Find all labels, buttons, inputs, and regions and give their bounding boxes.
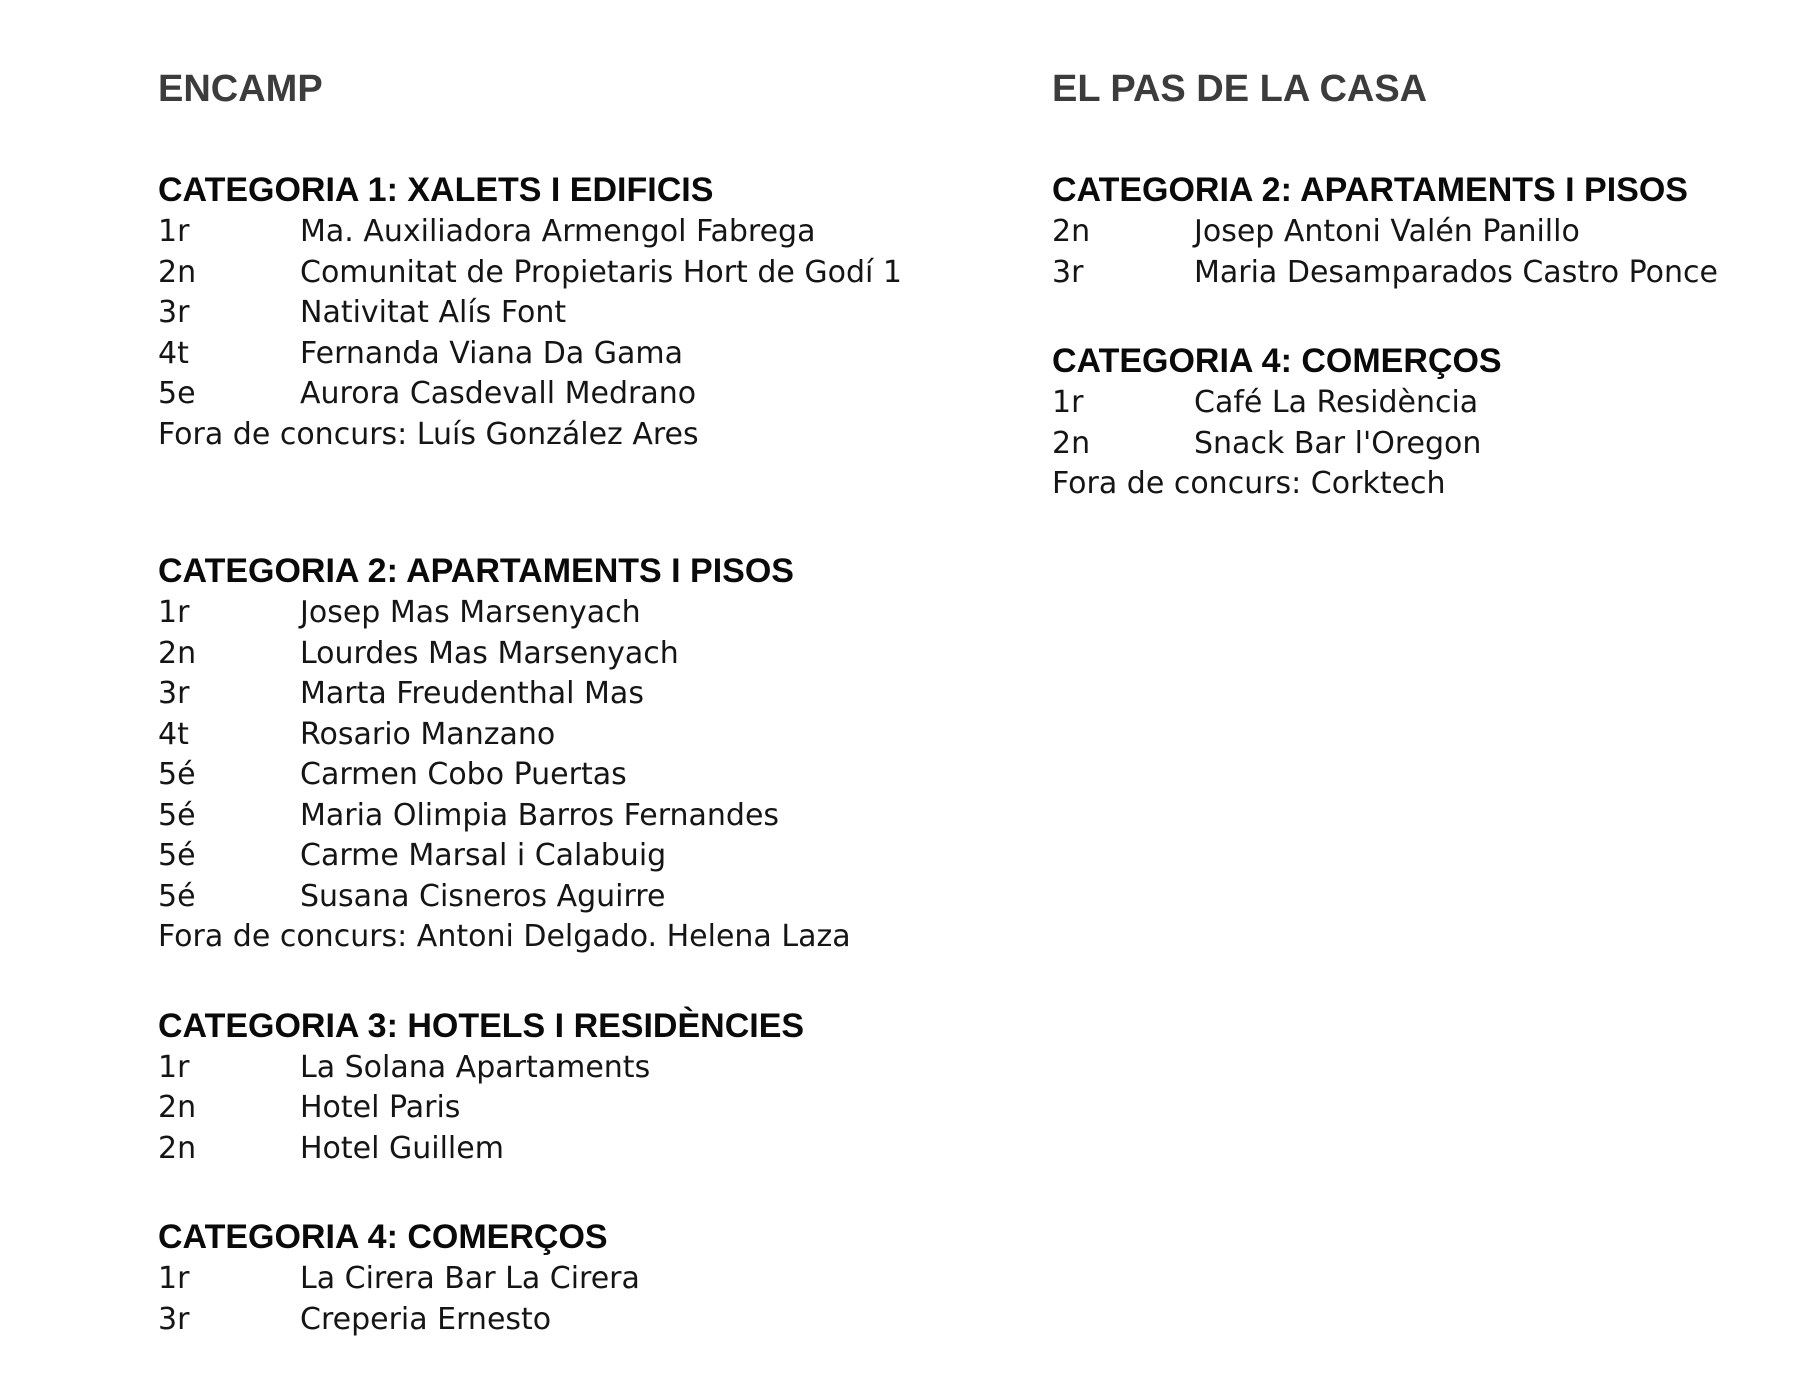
category-title: CATEGORIA 1: XALETS I EDIFICIS xyxy=(158,171,714,209)
winner-name: La Solana Apartaments xyxy=(300,1049,651,1085)
category-4-block xyxy=(158,1215,1018,1340)
list-item xyxy=(158,1259,1018,1300)
rank: 2n xyxy=(158,254,197,290)
winner-name: Carmen Cobo Puertas xyxy=(300,757,627,792)
rank: 2n xyxy=(158,635,197,671)
section-encamp xyxy=(158,62,1018,1386)
winner-name: Snack Bar l'Oregon xyxy=(1194,425,1482,461)
winner-name: La Cirera Bar La Cirera xyxy=(300,1261,640,1296)
list-item xyxy=(158,1048,1018,1089)
winner-name: Hotel Guillem xyxy=(300,1130,504,1166)
rank: 1r xyxy=(158,1261,190,1296)
winner-name: Lourdes Mas Marsenyach xyxy=(300,635,679,671)
winner-name: Comunitat de Propietaris Hort de Godí 1 xyxy=(300,254,902,290)
winner-name: Nativitat Alís Font xyxy=(300,295,567,330)
winner-name: Maria Desamparados Castro Ponce xyxy=(1194,254,1718,290)
winner-name: Hotel Paris xyxy=(300,1090,461,1125)
list-item xyxy=(158,374,1018,415)
list-item xyxy=(158,1300,1018,1341)
list-item xyxy=(158,293,1018,334)
category-title: CATEGORIA 4: COMERÇOS xyxy=(158,1218,608,1256)
list-item xyxy=(158,1129,1018,1170)
winner-name: Ma. Auxiliadora Armengol Fabrega xyxy=(300,214,816,249)
list-item xyxy=(158,334,1018,375)
rank: 4t xyxy=(158,335,189,371)
rank: 1r xyxy=(158,214,190,249)
winner-name: Creperia Ernesto xyxy=(300,1301,552,1337)
rank: 1r xyxy=(158,1049,190,1085)
rank: 2n xyxy=(1052,425,1091,461)
out-of-competition: Fora de concurs: Corktech xyxy=(1052,466,1446,501)
list-item xyxy=(158,674,1018,715)
winner-name: Carme Marsal i Calabuig xyxy=(300,838,667,873)
rank: 1r xyxy=(1052,385,1084,420)
list-item xyxy=(158,1088,1018,1129)
rank: 5e xyxy=(158,376,196,411)
rank: 3r xyxy=(158,1301,190,1337)
winner-name: Josep Antoni Valén Panillo xyxy=(1194,214,1580,249)
rank: 2n xyxy=(1052,214,1091,249)
rank: 3r xyxy=(158,295,190,330)
rank: 2n xyxy=(158,1090,197,1125)
winner-name: Rosario Manzano xyxy=(300,716,556,752)
winner-name: Susana Cisneros Aguirre xyxy=(300,878,666,914)
section-title: ENCAMP xyxy=(158,68,323,110)
out-of-competition: Fora de concurs: Antoni Delgado. Helena Laza xyxy=(158,919,851,954)
list-item xyxy=(158,836,1018,877)
winner-name: Marta Freudenthal Mas xyxy=(300,676,644,711)
list-item xyxy=(1052,424,1782,465)
section-title: EL PAS DE LA CASA xyxy=(1052,68,1428,110)
list-item xyxy=(158,253,1018,294)
rank: 1r xyxy=(158,595,190,630)
list-item xyxy=(158,755,1018,796)
category-2-block xyxy=(158,549,1018,958)
rank: 3r xyxy=(158,676,190,711)
rank: 5é xyxy=(158,838,196,873)
winner-name: Café La Residència xyxy=(1194,385,1479,420)
out-of-competition: Fora de concurs: Luís González Ares xyxy=(158,416,699,452)
list-item xyxy=(158,715,1018,756)
rank: 5é xyxy=(158,757,196,792)
list-item xyxy=(1052,253,1782,294)
list-item xyxy=(1052,383,1782,424)
list-item xyxy=(158,212,1018,253)
rank: 3r xyxy=(1052,254,1084,290)
winner-name: Fernanda Viana Da Gama xyxy=(300,335,684,371)
list-item xyxy=(158,593,1018,634)
category-1-block xyxy=(158,168,1018,455)
rank: 2n xyxy=(158,1130,197,1166)
section-el-pas-de-la-casa xyxy=(1052,62,1782,551)
list-item xyxy=(158,634,1018,675)
winner-name: Josep Mas Marsenyach xyxy=(300,595,641,630)
category-title: CATEGORIA 4: COMERÇOS xyxy=(1052,342,1502,380)
rank: 5é xyxy=(158,797,196,833)
category-title: CATEGORIA 2: APARTAMENTS I PISOS xyxy=(158,552,794,590)
category-2-block xyxy=(1052,168,1782,293)
winner-name: Maria Olimpia Barros Fernandes xyxy=(300,797,780,833)
list-item xyxy=(158,796,1018,837)
category-3-block xyxy=(158,1004,1018,1170)
category-title: CATEGORIA 2: APARTAMENTS I PISOS xyxy=(1052,171,1688,209)
list-item xyxy=(158,877,1018,918)
category-title: CATEGORIA 3: HOTELS I RESIDÈNCIES xyxy=(158,1006,805,1045)
rank: 5é xyxy=(158,878,196,914)
winner-name: Aurora Casdevall Medrano xyxy=(300,376,697,411)
category-4-block xyxy=(1052,339,1782,505)
rank: 4t xyxy=(158,716,189,752)
list-item xyxy=(1052,212,1782,253)
